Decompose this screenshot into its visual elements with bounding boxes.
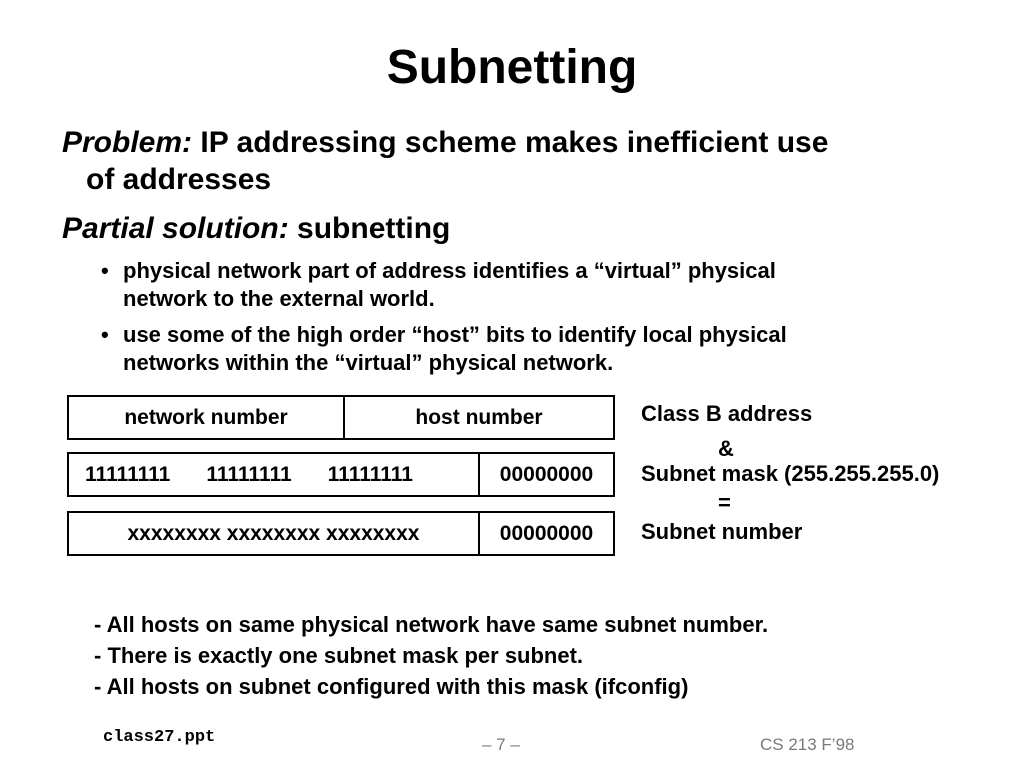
mask-zeros-cell: 00000000 — [478, 454, 613, 495]
network-number-cell: network number — [124, 405, 288, 429]
partial-label: Partial solution: — [62, 212, 289, 245]
problem-statement — [62, 125, 828, 161]
host-number-cell: host number — [343, 397, 613, 438]
ampersand-label: & — [718, 436, 734, 461]
slide-title: Subnetting — [386, 41, 638, 94]
class-b-address-box — [67, 395, 615, 440]
bullet-item-2 — [101, 321, 787, 377]
bullet-1-line2: network to the external world. — [123, 286, 435, 311]
footer-course: CS 213 F’98 — [760, 735, 855, 754]
bullet-dot-icon: • — [101, 322, 109, 347]
bullet-dot-icon: • — [101, 258, 109, 283]
mask-byte-3: 11111111 — [327, 462, 413, 486]
subnet-mask-label: Subnet mask (255.255.255.0) — [641, 461, 940, 486]
subnet-number-label: Subnet number — [641, 519, 803, 544]
mask-byte-1: 11111111 — [85, 462, 171, 486]
equals-label: = — [718, 490, 731, 515]
mask-byte-2: 11111111 — [206, 462, 292, 486]
note-line-1: - All hosts on same physical network have same subnet number. — [94, 612, 769, 637]
bullet-2-line2: networks within the “virtual” physical network. — [123, 350, 614, 375]
problem-text-line1: IP addressing scheme makes inefficient use — [200, 126, 829, 159]
bullet-item-1 — [101, 257, 776, 313]
subnet-x-cell: xxxxxxxx xxxxxxxx xxxxxxxx — [127, 521, 420, 545]
bullet-1-line1: physical network part of address identifies a “virtual” physical — [123, 258, 776, 283]
subnet-zeros-cell: 00000000 — [478, 513, 613, 554]
footer-page-number: – 7 – — [482, 735, 520, 754]
note-line-3: - All hosts on subnet configured with this mask (ifconfig) — [94, 674, 689, 699]
bullet-2-line1: use some of the high order “host” bits to identify local physical — [123, 322, 787, 347]
class-b-label: Class B address — [641, 401, 813, 426]
subnet-mask-box — [67, 452, 615, 497]
mask-ones-cell — [69, 454, 478, 495]
problem-label: Problem: — [62, 126, 193, 159]
note-line-2: - There is exactly one subnet mask per subnet. — [94, 643, 584, 668]
partial-text: subnetting — [297, 212, 451, 245]
notes-list — [94, 609, 768, 702]
footer-filename: class27.ppt — [103, 728, 216, 747]
partial-solution — [62, 211, 450, 247]
problem-text-line2: of addresses — [86, 163, 272, 196]
subnet-number-box — [67, 511, 615, 556]
